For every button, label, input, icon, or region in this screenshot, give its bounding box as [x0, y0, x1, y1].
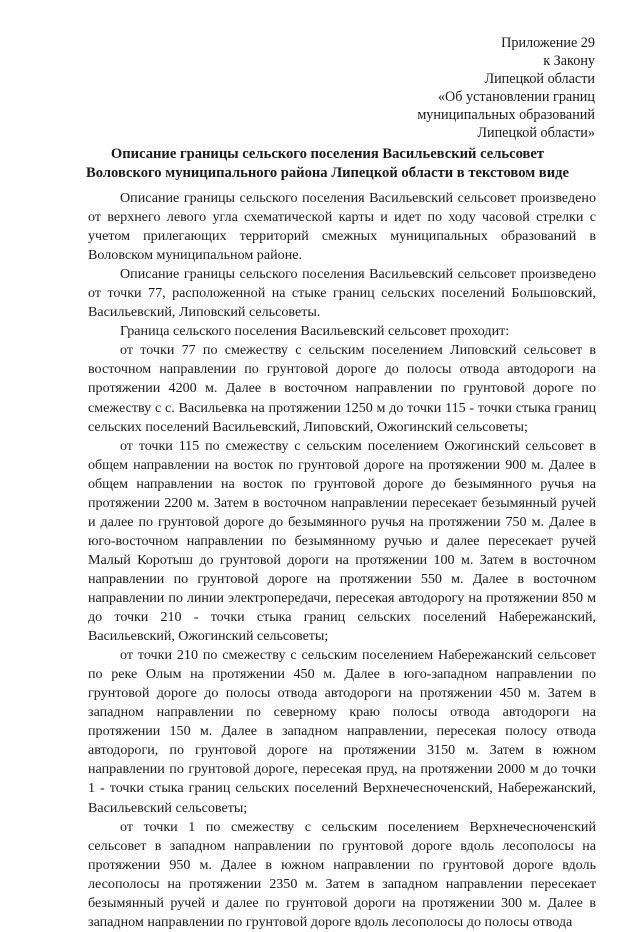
paragraph: от точки 1 по смежеству с сельским поселением Верхнечесноченский сельсовет в западном направлении по грунтовой дороге вдоль лесополосы на протяжении 950 м. Далее в южном направлении по грунтовой дороге вдоль лесополосы на протяжении 2350 м. Затем в западном направлении пересекает безымянный ручей и далее по грунтовой дороги на протяжении 300 м. Далее в западном направлении по грунтовой дороге вдоль лесополосы до полосы отвода: [88, 818, 596, 930]
title-line-1: Описание границы сельского поселения Васильевский сельсовет: [110, 146, 545, 162]
paragraph: Описание границы сельского поселения Васильевский сельсовет произведено от точки 77, расположенной на стыке границ сельских поселений Большовский, Васильевский, Липовский сельсоветы.: [88, 266, 596, 321]
appendix-line: Липецкой области: [484, 71, 595, 87]
title-line-2: Воловского муниципального района Липецкой области в текстовом виде: [86, 164, 569, 181]
appendix-line: Приложение 29: [501, 35, 595, 51]
paragraph: от точки 115 по смежеству с сельским поселением Ожогинский сельсовет в общем направлении на восток по грунтовой дороге на протяжении 900 м. Далее в общем направлении на восток по грунтовой дороге до безымянного ручья на протяжении 2200 м. Затем в восточном направлении пересекает безымянный ручей и далее по грунтовой дороге до безымянного ручья на протяжении 750 м. Далее в юго-восточном направлении по безымянному ручью и далее пересекает ручей Малый Коротыш до грунтовой дороги на протяжении 100 м. Затем в восточном направлении по грунтовой дороге на протяжении 550 м. Далее в восточном направлении по линии электропередачи, пересекая автодорогу на протяжении 850 м до точки 210 - точки стыка границ сельских поселений Набережанский, Васильевский, Ожогинский сельсоветы;: [88, 437, 596, 645]
document-body: [88, 189, 596, 932]
appendix-line: муниципальных образований: [417, 107, 595, 123]
appendix-line: к Закону: [543, 53, 595, 69]
paragraph: Граница сельского поселения Васильевский сельсовет проходит:: [120, 323, 510, 340]
paragraph: от точки 77 по смежеству с сельским поселением Липовский сельсовет в восточном направлении по грунтовой дороге до полосы отвода автодороги на протяжении 4200 м. Далее в восточном направлении по грунтовой дороге по смежеству с с. Васильевка на протяжении 1250 м до точки 115 - точки стыка границ сельских поселений Васильевский, Липовский, Ожогинский сельсоветы;: [88, 342, 596, 435]
appendix-line: «Об установлении границ: [437, 89, 595, 105]
document-title: [60, 145, 595, 182]
appendix-line: Липецкой области»: [477, 125, 595, 141]
paragraph: от точки 210 по смежеству с сельским поселением Набережанский сельсовет по реке Олым на протяжении 450 м. Далее в юго-западном направлении по грунтовой дороге до полосы отвода автодороги на протяжении 450 м. Затем в западном направлении по северному краю полосы отвода автодороги на протяжении 150 м. Далее в западном направлении, пересекая полосу отвода автодороги, по грунтовой дороге на протяжении 3150 м. Затем в южном направлении по грунтовой дороге, пересекая пруд, на протяжении 2000 м до точки 1 - точки стыка границ сельских поселений Верхнечесноченский, Набережанский, Васильевский сельсоветы;: [88, 647, 596, 816]
appendix-header: [417, 34, 595, 142]
paragraph: Описание границы сельского поселения Васильевский сельсовет произведено от верхнего левого угла схематической карты и идет по ходу часовой стрелки с учетом прилегающих территорий смежных муниципальных образований в Воловском муниципальном районе.: [88, 190, 596, 264]
